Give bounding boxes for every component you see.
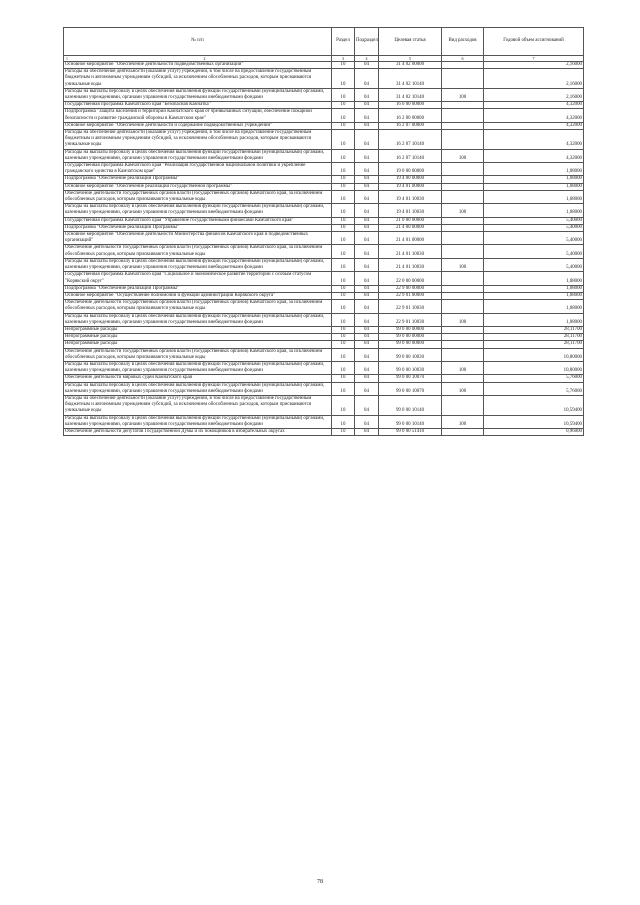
cell-target: 16 2 07 10140 xyxy=(379,130,442,150)
cell-podrazdel: 04 xyxy=(355,232,379,245)
cell-podrazdel: 04 xyxy=(355,69,379,89)
cell-name: Расходы на выплаты персоналу в целях обеспечения выполнения функций государственными (муниципальными) органами, казенными учреждениями, органами управления государственными внебюджетными фондами xyxy=(64,382,332,395)
cell-podrazdel: 04 xyxy=(355,245,379,258)
cell-amount: 1,08000 xyxy=(484,292,584,299)
table-body xyxy=(64,62,584,436)
table-row xyxy=(64,326,584,333)
cell-amount: 10,59400 xyxy=(484,395,584,415)
table-row xyxy=(64,109,584,122)
table-row xyxy=(64,313,584,326)
column-number-4: 4 xyxy=(355,56,379,62)
cell-vid xyxy=(442,292,484,299)
cell-amount: 10,80000 xyxy=(484,348,584,361)
table-row xyxy=(64,292,584,299)
cell-podrazdel: 04 xyxy=(355,88,379,101)
cell-amount: 10,80000 xyxy=(484,361,584,374)
table-row xyxy=(64,217,584,224)
column-number-2: 2 xyxy=(203,56,206,61)
cell-amount: 28,11700 xyxy=(484,334,584,341)
table-row xyxy=(64,428,584,435)
cell-podrazdel: 04 xyxy=(355,62,379,69)
cell-razdel: 10 xyxy=(332,285,355,292)
cell-name: Расходы на выплаты персоналу в целях обеспечения выполнения функций государственными (муниципальными) органами, казенными учреждениями, органами управления государственными внебюджетными фондами xyxy=(64,361,332,374)
cell-podrazdel: 04 xyxy=(355,130,379,150)
cell-name: Государственная программа Камчатского края "Реализация государственной национальной политики и укрепление гражданского единства в Камчатском крае" xyxy=(64,163,332,176)
cell-amount: 28,11700 xyxy=(484,341,584,348)
cell-target: 21 4 01 00000 xyxy=(379,232,442,245)
cell-vid xyxy=(442,102,484,109)
cell-amount: 2,16000 xyxy=(484,62,584,69)
column-number-6: 6 xyxy=(442,56,484,62)
table-row xyxy=(64,272,584,285)
column-number-3: 3 xyxy=(332,56,355,62)
cell-name: Обеспечение деятельности государственных органов власти (государственных органов) Камчатского края, за исключением обособленных расходов, которым присваиваются уникальные коды xyxy=(64,348,332,361)
cell-name: Подпрограмма "Защита населения и территорий Камчатского края от чрезвычайных ситуаций, обеспечение пожарной безопасности и развитие гражданской обороны в Камчатском крае" xyxy=(64,109,332,122)
cell-amount: 4,32000 xyxy=(484,149,584,162)
cell-podrazdel: 04 xyxy=(355,326,379,333)
cell-name: Основное мероприятие "Осуществление полномочий и функций администрации Корякского округа" xyxy=(64,292,332,299)
header-name: № п/п xyxy=(64,28,332,56)
cell-vid xyxy=(442,176,484,183)
table-row xyxy=(64,88,584,101)
header-target: Целевая статья xyxy=(379,28,442,56)
cell-vid xyxy=(442,272,484,285)
cell-target: 99 0 00 10070 xyxy=(379,375,442,382)
cell-razdel: 10 xyxy=(332,62,355,69)
cell-target: 22 9 01 00000 xyxy=(379,292,442,299)
cell-amount: 5,40000 xyxy=(484,232,584,245)
cell-name: Расходы на выплаты персоналу в целях обеспечения выполнения функций государственными (муниципальными) органами, казенными учреждениями, органами управления государственными внебюджетными фондами xyxy=(64,313,332,326)
cell-name: Расходы на выплаты персоналу в целях обеспечения выполнения функций государственными (муниципальными) органами, казенными учреждениями, органами управления государственными внебюджетными фондами xyxy=(64,88,332,101)
column-number-cell xyxy=(64,56,332,62)
table-row xyxy=(64,395,584,415)
cell-razdel: 10 xyxy=(332,361,355,374)
cell-podrazdel: 04 xyxy=(355,204,379,217)
cell-amount: 2,16000 xyxy=(484,88,584,101)
cell-razdel: 10 xyxy=(332,395,355,415)
cell-podrazdel: 04 xyxy=(355,334,379,341)
cell-amount: 5,76000 xyxy=(484,375,584,382)
cell-razdel: 10 xyxy=(332,130,355,150)
table-row xyxy=(64,204,584,217)
cell-razdel: 10 xyxy=(332,245,355,258)
cell-podrazdel: 04 xyxy=(355,292,379,299)
cell-vid xyxy=(442,217,484,224)
cell-name: Обеспечение деятельности государственных органов власти (государственных органов) Камчатского края, за исключением обособленных расходов, которым присваиваются уникальные коды xyxy=(64,245,332,258)
cell-vid: 100 xyxy=(442,88,484,101)
cell-podrazdel: 04 xyxy=(355,224,379,231)
cell-name: Расходы на выплаты персоналу в целях обеспечения выполнения функций государственными (муниципальными) органами, казенными учреждениями, органами управления государственными внебюджетными фондами xyxy=(64,415,332,428)
cell-target: 19 0 00 00000 xyxy=(379,163,442,176)
cell-name: Расходы на выплаты персоналу в целях обеспечения выполнения функций государственными (муниципальными) органами, казенными учреждениями, органами управления государственными внебюджетными фондами xyxy=(64,204,332,217)
cell-name: Расходы на обеспечение деятельности (оказание услуг) учреждений, в том числе на предоставление государственным бюджетным и автономным учреждениям субсидий, за исключением обособленных расходов, которым присваиваются уникальные коды xyxy=(64,69,332,89)
cell-razdel: 10 xyxy=(332,69,355,89)
cell-razdel: 10 xyxy=(332,204,355,217)
cell-name: Расходы на обеспечение деятельности (оказание услуг) учреждений, в том числе на предоставление государственным бюджетным и автономным учреждениям субсидий, за исключением обособленных расходов, которым присваиваются уникальные коды xyxy=(64,395,332,415)
cell-razdel: 10 xyxy=(332,190,355,203)
table-row xyxy=(64,245,584,258)
cell-name: Подпрограмма "Обеспечение реализации Программы" xyxy=(64,285,332,292)
cell-razdel: 10 xyxy=(332,183,355,190)
cell-vid xyxy=(442,69,484,89)
cell-podrazdel: 04 xyxy=(355,272,379,285)
table-row xyxy=(64,122,584,129)
cell-vid xyxy=(442,428,484,435)
cell-target: 16 0 00 00000 xyxy=(379,102,442,109)
cell-razdel: 10 xyxy=(332,313,355,326)
cell-vid xyxy=(442,300,484,313)
cell-razdel: 10 xyxy=(332,88,355,101)
cell-podrazdel: 04 xyxy=(355,395,379,415)
cell-podrazdel: 04 xyxy=(355,341,379,348)
cell-vid xyxy=(442,348,484,361)
cell-amount: 0,96000 xyxy=(484,428,584,435)
cell-target: 99 0 00 10140 xyxy=(379,395,442,415)
cell-amount: 5,76000 xyxy=(484,382,584,395)
cell-amount: 4,32000 xyxy=(484,109,584,122)
cell-podrazdel: 04 xyxy=(355,382,379,395)
cell-podrazdel: 04 xyxy=(355,348,379,361)
cell-target: 31 4 02 10140 xyxy=(379,69,442,89)
cell-razdel: 10 xyxy=(332,122,355,129)
cell-target: 99 0 00 00000 xyxy=(379,341,442,348)
table-row xyxy=(64,285,584,292)
cell-amount: 2,16000 xyxy=(484,69,584,89)
cell-target: 31 4 02 10140 xyxy=(379,88,442,101)
cell-vid xyxy=(442,163,484,176)
cell-target: 21 4 01 10030 xyxy=(379,245,442,258)
cell-amount: 1,08000 xyxy=(484,176,584,183)
cell-name: Основное мероприятие "Обеспечение деятельности Министерства финансов Камчатского края и подведомственных организаций" xyxy=(64,232,332,245)
cell-vid xyxy=(442,375,484,382)
cell-amount: 28,11700 xyxy=(484,326,584,333)
cell-podrazdel: 04 xyxy=(355,300,379,313)
cell-target: 99 0 00 51410 xyxy=(379,428,442,435)
cell-podrazdel: 04 xyxy=(355,183,379,190)
cell-name: Обеспечение деятельности государственных органов власти (государственных органов) Камчатского края, за исключением обособленных расходов, которым присваиваются уникальные коды xyxy=(64,190,332,203)
cell-razdel: 10 xyxy=(332,272,355,285)
table-row xyxy=(64,183,584,190)
cell-amount: 5,40000 xyxy=(484,245,584,258)
cell-name: Государственная программа Камчатского края "Социальное и экономическое развитие территории с особым статусом "Корякский округ" xyxy=(64,272,332,285)
cell-podrazdel: 04 xyxy=(355,109,379,122)
table-row xyxy=(64,190,584,203)
cell-razdel: 10 xyxy=(332,382,355,395)
cell-name: Обеспечение деятельности государственных органов власти (государственных органов) Камчатского края, за исключением обособленных расходов, которым присваиваются уникальные коды xyxy=(64,300,332,313)
cell-podrazdel: 04 xyxy=(355,149,379,162)
cell-razdel: 10 xyxy=(332,415,355,428)
cell-name: Подпрограмма "Обеспечение реализации Программы" xyxy=(64,224,332,231)
cell-vid xyxy=(442,224,484,231)
cell-vid: 100 xyxy=(442,204,484,217)
cell-vid xyxy=(442,326,484,333)
cell-razdel: 10 xyxy=(332,300,355,313)
cell-podrazdel: 04 xyxy=(355,176,379,183)
cell-target: 99 0 00 10140 xyxy=(379,415,442,428)
column-number-7: 7 xyxy=(484,56,584,62)
cell-podrazdel: 04 xyxy=(355,415,379,428)
cell-amount: 1,08000 xyxy=(484,204,584,217)
header-razdel: Раздел xyxy=(332,28,355,56)
table-row xyxy=(64,102,584,109)
cell-name: Основное мероприятие "Обеспечение реализации государственной программы" xyxy=(64,183,332,190)
cell-name: Основное мероприятие "Обеспечение деятельности подведомственных организаций" xyxy=(64,62,332,69)
cell-name: Расходы на выплаты персоналу в целях обеспечения выполнения функций государственными (муниципальными) органами, казенными учреждениями, органами управления государственными внебюджетными фондами xyxy=(64,149,332,162)
cell-vid xyxy=(442,130,484,150)
cell-amount: 5,40000 xyxy=(484,224,584,231)
cell-razdel: 10 xyxy=(332,258,355,271)
cell-razdel: 10 xyxy=(332,163,355,176)
cell-vid: 100 xyxy=(442,258,484,271)
cell-name: Расходы на обеспечение деятельности (оказание услуг) учреждений, в том числе на предоставление государственным бюджетным и автономным учреждениям субсидий, за исключением обособленных расходов, которым присваиваются уникальные коды xyxy=(64,130,332,150)
cell-name: Государственная программа Камчатского края "Безопасная Камчатка" xyxy=(64,102,332,109)
table-row xyxy=(64,163,584,176)
table-row xyxy=(64,334,584,341)
table-header-row xyxy=(64,28,584,56)
page-number: 78 xyxy=(317,879,323,885)
cell-razdel: 10 xyxy=(332,102,355,109)
cell-name: Обеспечение деятельности мировых судей Камчатского края xyxy=(64,375,332,382)
cell-vid xyxy=(442,395,484,415)
cell-target: 22 9 01 10030 xyxy=(379,313,442,326)
cell-amount: 1,08000 xyxy=(484,163,584,176)
cell-target: 19 4 01 00000 xyxy=(379,183,442,190)
cell-razdel: 10 xyxy=(332,375,355,382)
cell-vid: 100 xyxy=(442,149,484,162)
cell-target: 22 9 00 00000 xyxy=(379,285,442,292)
cell-amount: 5,40000 xyxy=(484,258,584,271)
cell-target: 16 2 00 00000 xyxy=(379,109,442,122)
cell-amount: 1,08000 xyxy=(484,285,584,292)
cell-target: 19 4 01 10030 xyxy=(379,190,442,203)
table-row xyxy=(64,361,584,374)
cell-name: Обеспечение деятельности депутатов Государственной Думы и их помощников в избирательных округах xyxy=(64,428,332,435)
cell-target: 16 2 07 00000 xyxy=(379,122,442,129)
cell-razdel: 10 xyxy=(332,348,355,361)
table-row xyxy=(64,300,584,313)
cell-amount: 1,08000 xyxy=(484,313,584,326)
table-row xyxy=(64,149,584,162)
cell-target: 99 0 00 10070 xyxy=(379,382,442,395)
cell-razdel: 10 xyxy=(332,341,355,348)
cell-vid xyxy=(442,232,484,245)
cell-podrazdel: 04 xyxy=(355,375,379,382)
cell-podrazdel: 04 xyxy=(355,258,379,271)
cell-target: 19 4 01 10030 xyxy=(379,204,442,217)
cell-vid xyxy=(442,190,484,203)
table-row xyxy=(64,341,584,348)
header-amount: Годовой объем ассигнований xyxy=(484,28,584,56)
cell-razdel: 10 xyxy=(332,109,355,122)
table-row xyxy=(64,348,584,361)
cell-vid xyxy=(442,285,484,292)
table-row xyxy=(64,62,584,69)
cell-razdel: 10 xyxy=(332,334,355,341)
cell-name: Непрограммные расходы xyxy=(64,326,332,333)
cell-razdel: 10 xyxy=(332,292,355,299)
cell-vid xyxy=(442,122,484,129)
cell-target: 99 0 00 10030 xyxy=(379,348,442,361)
cell-name: Непрограммные расходы xyxy=(64,334,332,341)
table-row xyxy=(64,258,584,271)
cell-vid xyxy=(442,334,484,341)
cell-vid: 100 xyxy=(442,382,484,395)
cell-podrazdel: 04 xyxy=(355,190,379,203)
cell-name: Расходы на выплаты персоналу в целях обеспечения выполнения функций государственными (муниципальными) органами, казенными учреждениями, органами управления государственными внебюджетными фондами xyxy=(64,258,332,271)
cell-amount: 1,08000 xyxy=(484,183,584,190)
cell-target: 16 2 07 10140 xyxy=(379,149,442,162)
cell-razdel: 10 xyxy=(332,217,355,224)
cell-target: 21 4 00 00000 xyxy=(379,224,442,231)
cell-podrazdel: 04 xyxy=(355,217,379,224)
cell-podrazdel: 04 xyxy=(355,428,379,435)
cell-name: Непрограммные расходы xyxy=(64,341,332,348)
cell-podrazdel: 04 xyxy=(355,285,379,292)
cell-target: 99 0 00 10030 xyxy=(379,361,442,374)
table-row xyxy=(64,224,584,231)
cell-razdel: 10 xyxy=(332,149,355,162)
cell-name: Государственная программа Камчатского края "Управление государственными финансами Камчатского края" xyxy=(64,217,332,224)
header-vid: Вид расходов xyxy=(442,28,484,56)
cell-razdel: 10 xyxy=(332,428,355,435)
cell-podrazdel: 04 xyxy=(355,102,379,109)
cell-podrazdel: 04 xyxy=(355,313,379,326)
table-row xyxy=(64,130,584,150)
cell-vid xyxy=(442,245,484,258)
cell-podrazdel: 04 xyxy=(355,361,379,374)
cell-vid: 100 xyxy=(442,313,484,326)
cell-target: 99 0 00 00000 xyxy=(379,334,442,341)
cell-amount: 5,40000 xyxy=(484,217,584,224)
cell-razdel: 10 xyxy=(332,326,355,333)
cell-vid: 100 xyxy=(442,415,484,428)
cell-target: 22 0 00 00000 xyxy=(379,272,442,285)
column-number-5: 5 xyxy=(379,56,442,62)
cell-name: Основное мероприятие "Обеспечение деятельности и содержание подведомственных учреждений" xyxy=(64,122,332,129)
cell-razdel: 10 xyxy=(332,176,355,183)
cell-amount: 10,59400 xyxy=(484,415,584,428)
table-row xyxy=(64,375,584,382)
table-row xyxy=(64,176,584,183)
cell-target: 31 4 02 00000 xyxy=(379,62,442,69)
budget-table xyxy=(63,27,584,436)
cell-amount: 1,08000 xyxy=(484,300,584,313)
table-row xyxy=(64,232,584,245)
cell-amount: 4,32000 xyxy=(484,102,584,109)
cell-target: 99 0 00 00000 xyxy=(379,326,442,333)
table-row xyxy=(64,69,584,89)
cell-amount: 1,08000 xyxy=(484,190,584,203)
cell-podrazdel: 04 xyxy=(355,163,379,176)
cell-target: 21 0 00 00000 xyxy=(379,217,442,224)
column-number-1: 1 xyxy=(66,56,68,61)
cell-vid xyxy=(442,183,484,190)
cell-podrazdel: 04 xyxy=(355,122,379,129)
table-row xyxy=(64,382,584,395)
cell-razdel: 10 xyxy=(332,232,355,245)
cell-target: 22 9 01 10030 xyxy=(379,300,442,313)
cell-vid: 100 xyxy=(442,361,484,374)
cell-vid xyxy=(442,62,484,69)
cell-amount: 1,08000 xyxy=(484,272,584,285)
cell-name: Подпрограмма "Обеспечение реализации Программы" xyxy=(64,176,332,183)
cell-target: 19 4 00 00000 xyxy=(379,176,442,183)
cell-amount: 4,32000 xyxy=(484,122,584,129)
header-podrazdel: Подраздел xyxy=(355,28,379,56)
table-row xyxy=(64,415,584,428)
cell-amount: 4,32000 xyxy=(484,130,584,150)
cell-razdel: 10 xyxy=(332,224,355,231)
cell-target: 21 4 01 10030 xyxy=(379,258,442,271)
cell-vid xyxy=(442,341,484,348)
cell-vid xyxy=(442,109,484,122)
